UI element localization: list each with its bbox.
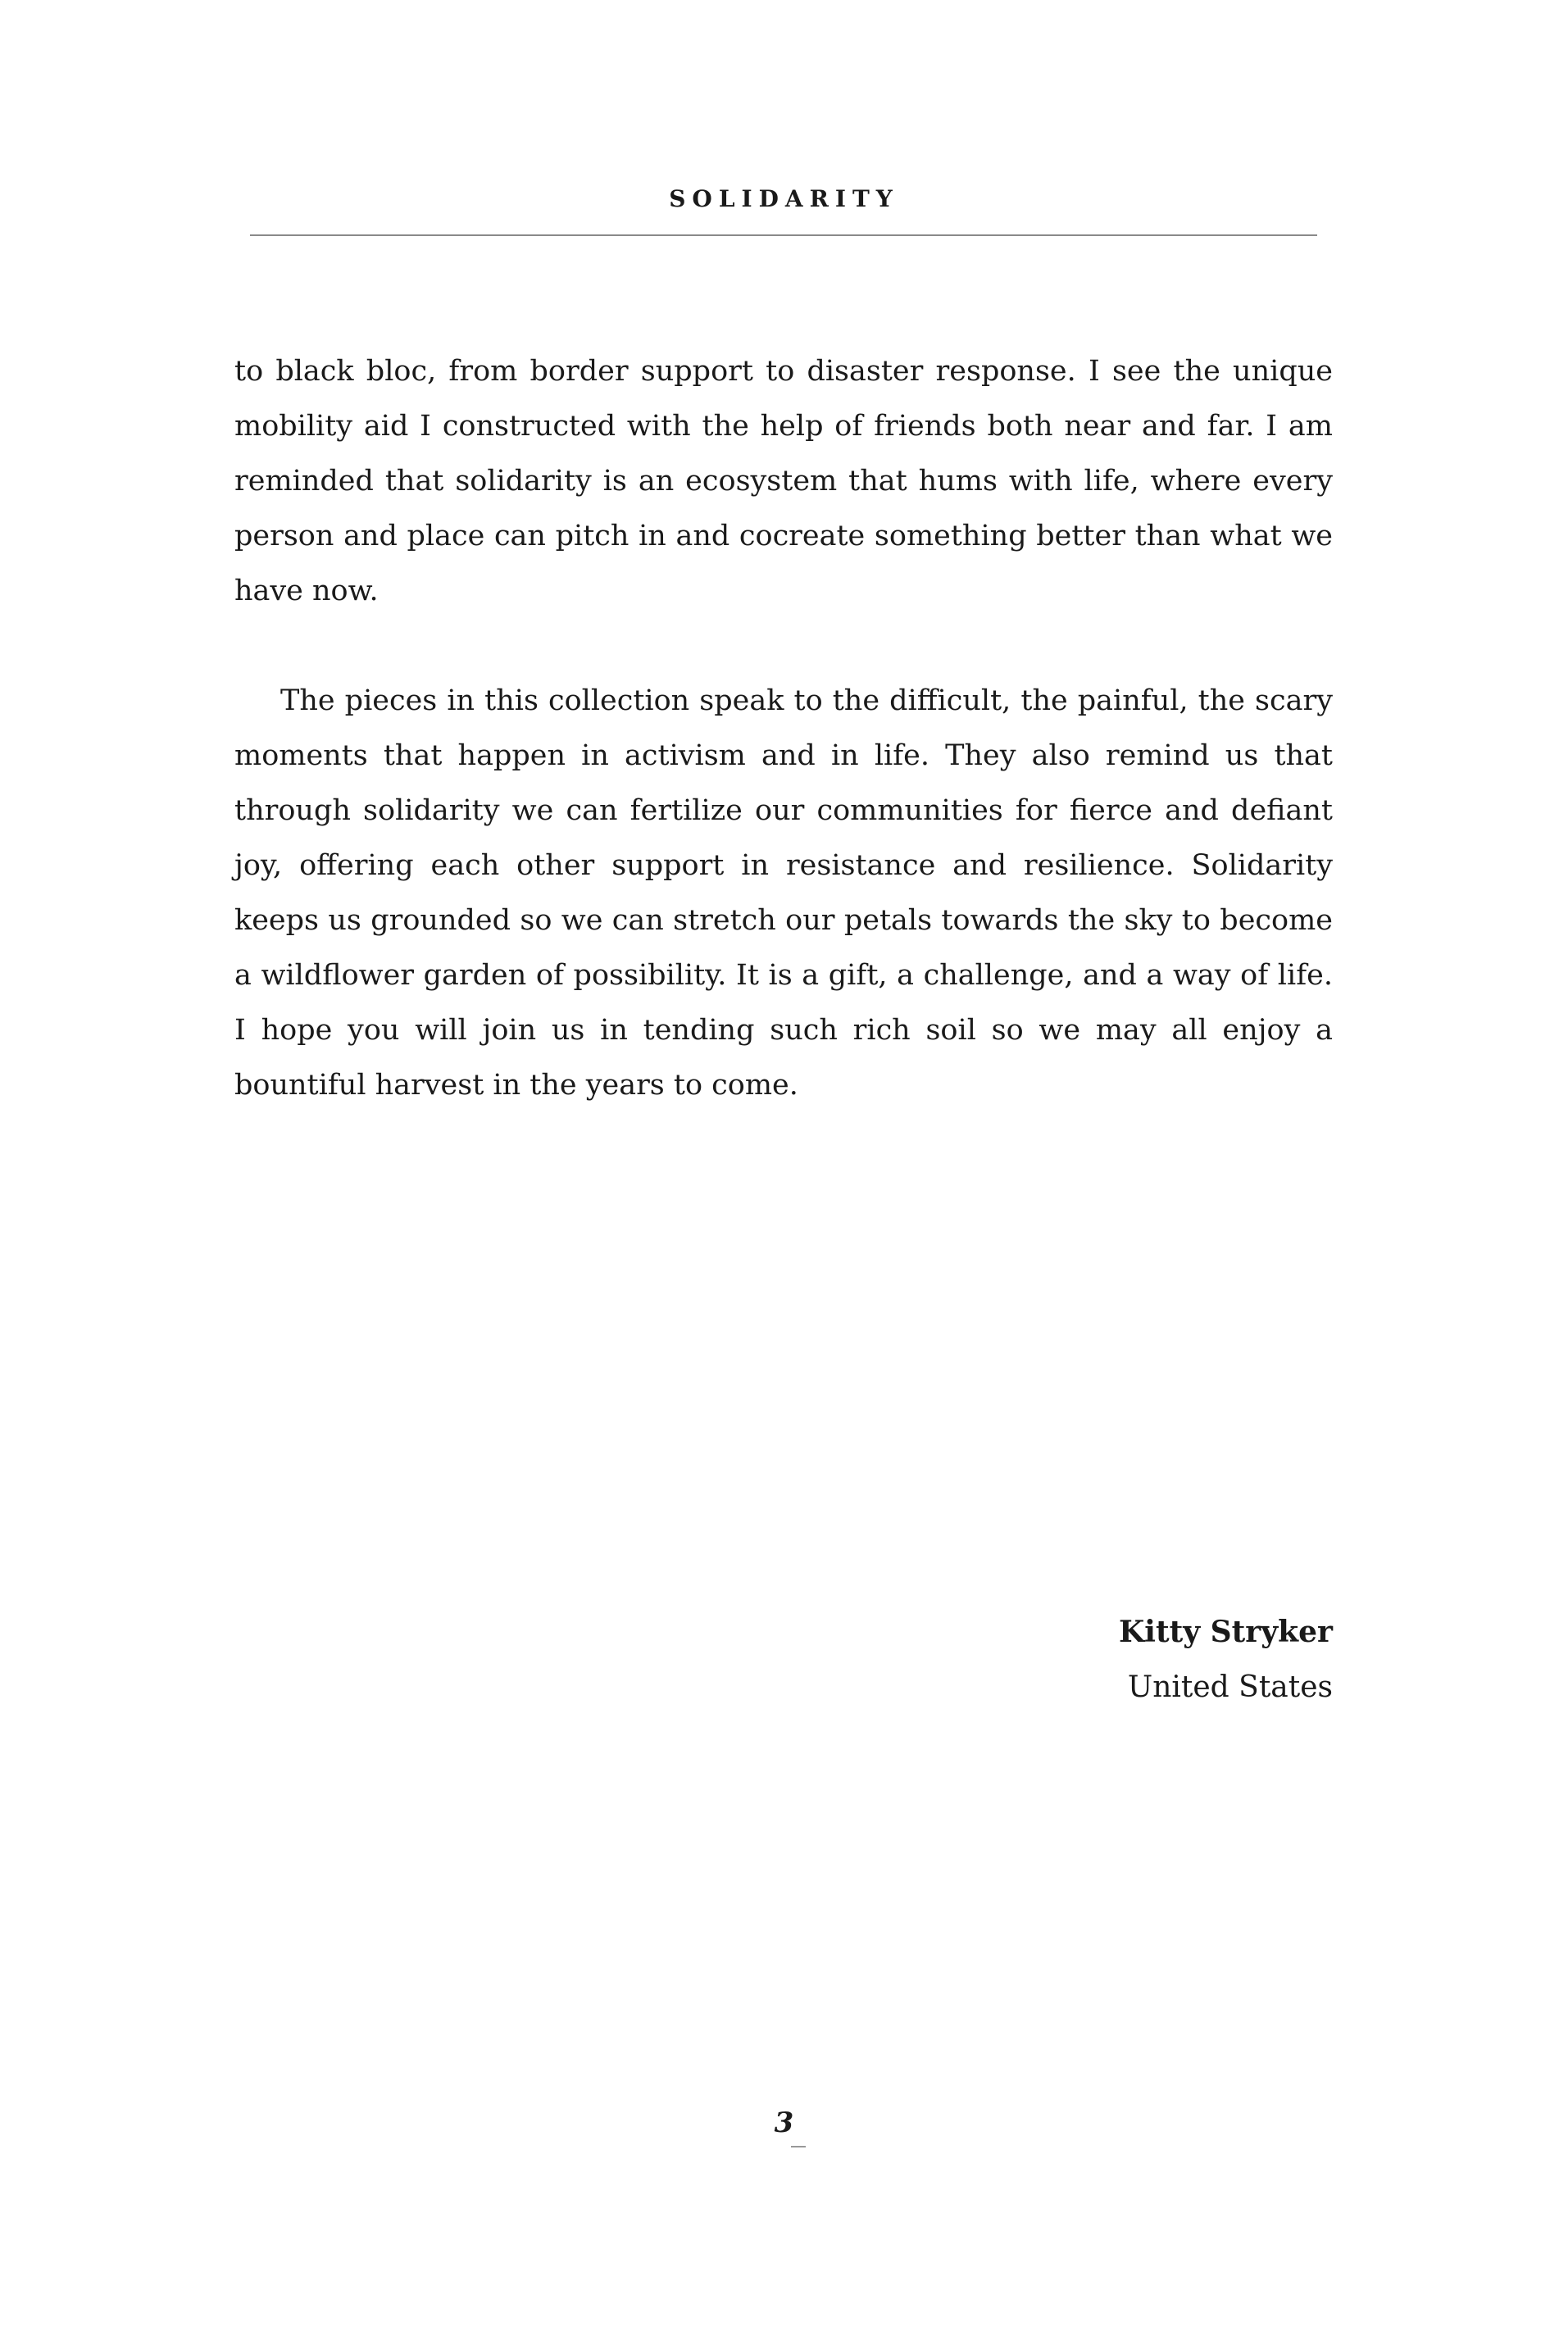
signature-block (1119, 1605, 1333, 1715)
page-number-rule (791, 2146, 806, 2147)
paragraph: to black bloc, from border support to disaster response. I see the unique mobility aid I constructed with the help of friends both near and far. I am reminded that solidarity is an ecosystem that hums with life, where every person and place can pitch in and cocreate something better than what we have now. (234, 355, 1333, 607)
body-text (234, 344, 1333, 1113)
running-head: SOLIDARITY (669, 185, 899, 212)
author-name: Kitty Stryker (1119, 1615, 1333, 1649)
page-number: 3 (774, 2106, 794, 2139)
paragraph: The pieces in this collection speak to the difficult, the painful, the scary moments that happen in activism and in life. They also remind us that through solidarity we can fertilize our communities for fierce and defiant joy, offering each other support in resistance and resilience. Solidarity keeps us grounded so we can stretch our petals towards the sky to become a wildflower garden of possibility. It is a gift, a challenge, and a way of life. I hope you will join us in tending such rich soil so we may all enjoy a bountiful harvest in the years to come. (234, 684, 1333, 1102)
header-rule (250, 234, 1317, 236)
author-location: United States (1127, 1670, 1333, 1704)
